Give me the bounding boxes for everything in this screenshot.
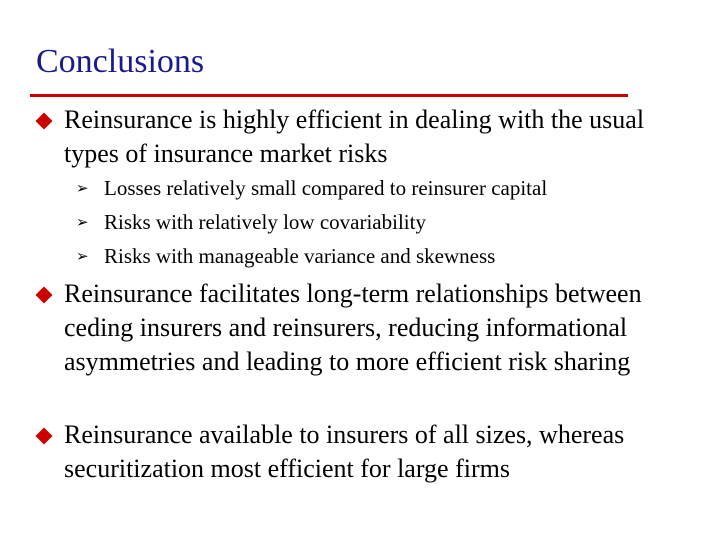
sub-bullet-list — [76, 171, 676, 273]
sub-bullet-text: Risks with manageable variance and skewness — [104, 244, 496, 268]
sub-bullet-text: Risks with relatively low covariability — [104, 210, 426, 234]
sub-bullet-item-1 — [76, 171, 676, 205]
arrowhead-bullet-icon: ➢ — [76, 247, 89, 265]
bullet-text: Reinsurance is highly efficient in dealing with the usual types of insurance market risks — [64, 105, 645, 168]
diamond-bullet-icon — [36, 287, 53, 304]
arrowhead-bullet-icon: ➢ — [76, 179, 89, 197]
diamond-bullet-icon — [36, 428, 53, 445]
bullet-text: Reinsurance facilitates long-term relationships between ceding insurers and reinsurers, reducing informational asymmetries and leading to more efficient risk sharing — [64, 279, 642, 376]
bullet-item-3 — [38, 418, 678, 486]
sub-bullet-item-3 — [76, 239, 676, 273]
bullet-text: Reinsurance available to insurers of all sizes, whereas securitization most efficient for large firms — [64, 420, 625, 483]
slide-title: Conclusions — [36, 43, 205, 80]
arrowhead-bullet-icon: ➢ — [76, 213, 89, 231]
sub-bullet-text: Losses relatively small compared to reinsurer capital — [104, 176, 548, 200]
bullet-item-2 — [38, 277, 678, 379]
diamond-bullet-icon — [36, 113, 53, 130]
sub-bullet-item-2 — [76, 205, 676, 239]
bullet-item-1 — [38, 103, 678, 171]
title-divider — [30, 94, 628, 97]
